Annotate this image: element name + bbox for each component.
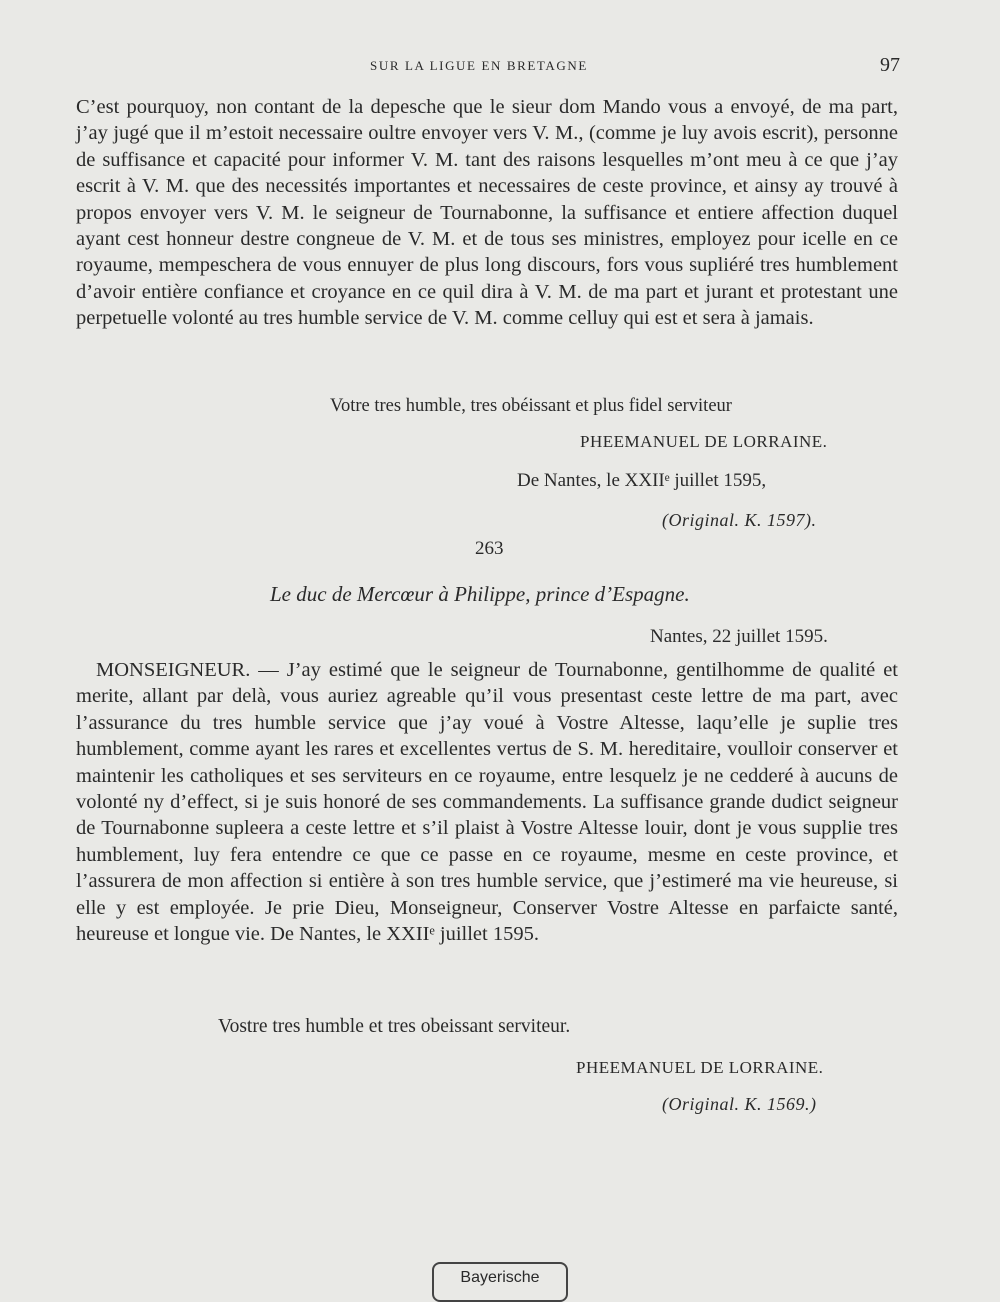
letter-closing: Vostre tres humble et tres obeissant serviteur. bbox=[218, 1016, 571, 1037]
document-title: Le duc de Mercœur à Philippe, prince d’Espagne. bbox=[270, 582, 690, 606]
letter-signature: PHEEMANUEL DE LORRAINE. bbox=[576, 1058, 824, 1077]
library-stamp: Bayerische bbox=[432, 1262, 568, 1302]
source-reference: (Original. K. 1597). bbox=[662, 510, 817, 530]
letter-date: De Nantes, le XXIIᵉ juillet 1595, bbox=[517, 470, 767, 491]
page-number: 97 bbox=[880, 54, 900, 76]
document-number: 263 bbox=[475, 538, 504, 559]
letter-closing: Votre tres humble, tres obéissant et plus fidel serviteur bbox=[330, 396, 732, 416]
letter-body-paragraph: C’est pourquoy, non contant de la depesche que le sieur dom Mando vous a envoyé, de ma part, j’ay jugé que il m’estoit necessaire oultre envoyer vers V. M., (comme je luy avois escrit), personne de suffisance et capacité pour informer V. M. tant des raisons lesquelles m’ont meu à ce que j’ay escrit à V. M. que des necessités importantes et necessaires de ceste province, et ainsy ay trouvé à propos envoyer vers V. M. le seigneur de Tournabonne, la suffisance et entiere affection duquel ayant cest honneur destre congneue de V. M. et de tous ses ministres, employez pour icelle en ce royaume, mempeschera de vous ennuyer de plus long discours, fors vous supliéré tres humblement d’avoir entière confiance et croyance en ce quil dira à V. M. de ma part et jurant et protestant une perpetuelle volonté au tres humble service de V. M. comme celluy qui est et sera à jamais. bbox=[76, 96, 898, 330]
letter-signature: PHEEMANUEL DE LORRAINE. bbox=[580, 432, 828, 451]
letter-body-paragraph: MONSEIGNEUR. — J’ay estimé que le seigneur de Tournabonne, gentilhomme de qualité et merite, allant par delà, vous auriez agreable qu’il vous presentast ceste lettre de ma part, avec l’assurance du tres humble service que j’ay voué à Vostre Altesse, laqu’elle je suplie tres humblement, comme ayant les rares et excellentes vertus de S. M. hereditaire, voulloir conserver et maintenir les catholiques et ses serviteurs en ce royaume, entre lesquelz je ne cedderé à aucuns de volonté ny d’effect, si je suis honoré de ses commandements. La suffisance grande dudict seigneur de Tournabonne supleera a ceste lettre et s’il plaist à Vostre Altesse louir, dont je vous supplie tres humblement, luy fera entendre ce que ce passe en ce royaume, mesme en ceste province, et l’assurera de mon affection si entière à son tres humble service, que j’estimeré ma vie heureuse, si elle y est employée. Je prie Dieu, Monseigneur, Conserver Vostre Altesse en parfaicte santé, heureuse et longue vie. De Nantes, le XXIIᵉ juillet 1595. bbox=[76, 659, 898, 946]
source-reference: (Original. K. 1569.) bbox=[662, 1094, 817, 1114]
document-place-date: Nantes, 22 juillet 1595. bbox=[650, 626, 828, 647]
running-header: SUR LA LIGUE EN BRETAGNE bbox=[370, 58, 588, 73]
